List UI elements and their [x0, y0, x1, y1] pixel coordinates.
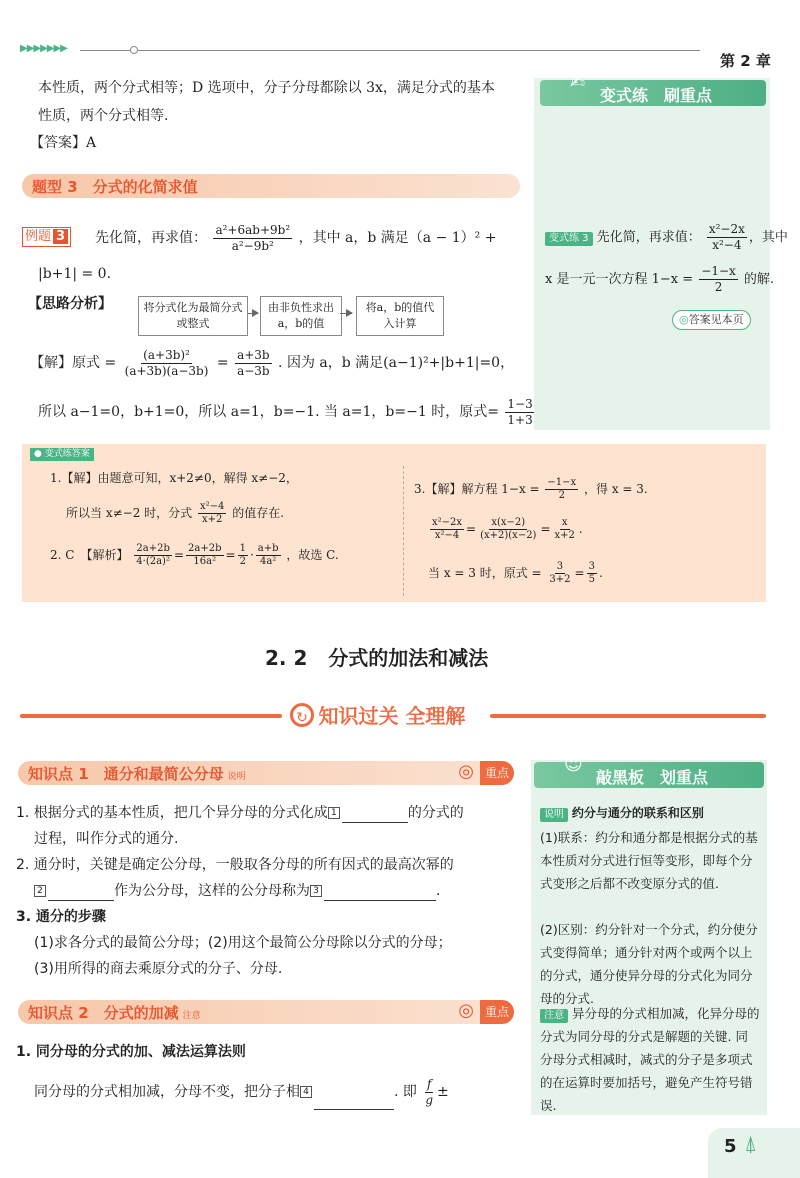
example-frac-num: a²+6ab+9b²: [215, 222, 291, 237]
answer3-frac: [545, 477, 578, 502]
answer3-frac-g3: [553, 517, 577, 542]
kp2-rule-frac: [423, 1077, 435, 1108]
kp1-step2: (3)用所得的商去乘原分式的分子、分母.: [34, 961, 283, 977]
variant-frac-num: x²−2x: [708, 222, 745, 236]
kp1-step1: (1)求各分式的最简公分母；(2)用这个最简公分母除以分式的分母；: [34, 935, 452, 951]
answer1-line2a: 所以当 x≠−2 时，分式: [66, 506, 193, 520]
answer2-f1-num: 2a+2b: [136, 543, 170, 554]
answer3-line2: $\frac{\text{x²−2x}}{\text{x²−4}}$ = $\frac{x(x-2)}{(x+2)(x-2)}$ = $\frac{x}{x+2}$ .: [432, 517, 583, 541]
banner-rule-right: [490, 714, 766, 718]
kp1-badge: 重点: [480, 761, 514, 785]
blackboard-p3: [540, 1002, 760, 1117]
variant-frac-2: [699, 264, 738, 295]
answer2-frac-2: [186, 543, 223, 568]
banner-text: 知识过关 全理解: [318, 704, 466, 728]
analysis-arrow-1: [248, 313, 258, 314]
example-prefix: 先化简，再求值：: [95, 230, 207, 246]
header-dot: [130, 46, 138, 54]
answers-title: [30, 448, 94, 461]
analysis-step-2: 由非负性求出a，b的值: [260, 296, 342, 336]
answer3-g2-den: (x+2)(x−2): [480, 530, 537, 541]
answer3-h1-num: 3: [556, 561, 564, 572]
variant-frac: [707, 222, 747, 253]
answer3-c: 当 x = 3 时，原式 =: [428, 566, 542, 580]
answer3-frac-h2: [587, 561, 597, 586]
section-number: 2. 2: [265, 646, 308, 670]
blackboard-p1: (1)联系：约分和通分都是根据分式的基本性质对分式进行恒等变形，即每个分式变形之后都不改变原分式的值.: [540, 830, 758, 891]
section-heading: [265, 642, 488, 671]
banner: [290, 700, 465, 732]
banner-rule-left: [20, 714, 282, 718]
blank-2-box: 2: [34, 885, 46, 897]
type3-bar: [22, 174, 520, 198]
solution-f2-num: a+3b: [237, 347, 270, 362]
variant-title-text: 变式练 刷重点: [600, 86, 713, 105]
answer2-f3-den: 2: [239, 556, 246, 567]
solution-label: 【解】原式 =: [30, 355, 117, 371]
blackboard-tag2: 注意: [540, 1009, 568, 1023]
answer1-line1: 1.【解】由题意可知，x+2≠0，解得 x≠−2，: [50, 471, 298, 485]
kp2-rule-pm: ±: [437, 1084, 449, 1100]
answer3-h2-num: 3: [588, 561, 595, 572]
answer3-frac-g2: [478, 517, 538, 542]
variant-tag: 变式练 3: [545, 232, 593, 246]
kp1-item3: 3. 通分的步骤: [16, 909, 106, 925]
kp2-title-text: 知识点 2 分式的加减: [28, 1004, 179, 1022]
answer3-g2-num: x(x−2): [491, 517, 526, 528]
answer3-g3-num: x: [561, 517, 568, 528]
kp1-item2-end: .: [436, 883, 441, 899]
kp2-frac-num: f: [426, 1076, 432, 1091]
kp1-item1-a: 1. 根据分式的基本性质，把几个异分母的分式化成: [16, 805, 328, 821]
answer3-h1-den: 3+2: [549, 574, 571, 585]
top-line-1: 本性质，两个分式相等；D 选项中，分子分母都除以 3x，满足分式的基本: [38, 80, 495, 96]
answer1-frac: [198, 501, 226, 526]
solution-frac-1: [123, 348, 211, 379]
variant-person-icon: ✍: [570, 72, 586, 93]
answer2-line: 2. C 【解析】 $\frac{2a+2b}{\text{4·(2a)²}}$ = $\frac{2a+2b}{\text{16a²}}$ = $\frac{1}{2}$ · $\frac{a+b}{\text{4a²}}$ ，故选 C.: [50, 543, 339, 567]
example-label: [22, 227, 71, 247]
answers-title-text: 变式练答案: [44, 449, 90, 459]
answer2-f2-num: 2a+2b: [188, 543, 222, 554]
section-title: 分式的加法和减法: [328, 646, 489, 670]
variant-answer-link-text: 答案见本页: [688, 313, 744, 326]
blank-2[interactable]: [48, 884, 114, 901]
kp2-note: 注意: [182, 1011, 201, 1021]
answers-divider: [403, 466, 405, 596]
kp1-item2-line2: [34, 881, 440, 901]
answer3-frac-h1: [547, 561, 572, 586]
analysis-step-1: 将分式化为最简分式或整式: [138, 296, 248, 336]
variant-frac2-num: −1−x: [701, 264, 736, 278]
compass-icon: ⍋: [744, 1132, 758, 1157]
search-icon: ◎: [679, 313, 689, 326]
blackboard-title: [534, 754, 764, 788]
kp2-badge: 重点: [480, 1000, 514, 1024]
variant-panel: [534, 78, 770, 430]
answer2-f3-num: 1: [239, 543, 246, 554]
variant-text2a: x 是一元一次方程 1−x =: [545, 272, 694, 287]
example-line-2: |b+1| = 0.: [38, 266, 112, 282]
kp1-note: 说明: [227, 772, 246, 782]
variant-frac2-den: 2: [714, 280, 723, 294]
solution-line-1: [30, 345, 514, 381]
variant-text2b: 的解.: [743, 272, 775, 287]
solution-f3-num: 1−3: [507, 396, 533, 411]
answer1-line2b: 的值存在.: [232, 506, 285, 520]
analysis-label: 【思路分析】: [28, 296, 112, 312]
example-line-1: [95, 222, 496, 254]
answer3-b: ，得 x = 3.: [584, 482, 648, 496]
blank-1-box: 1: [328, 807, 340, 819]
kp1-bar: [18, 761, 514, 785]
kp2-frac-den: g: [425, 1092, 434, 1107]
kp1-item1: [16, 803, 464, 823]
variant-text1: 先化简，再求值：: [596, 230, 701, 245]
answer3-h2-den: 5: [588, 574, 595, 585]
answer3-g1-den: x²−4: [434, 530, 460, 541]
analysis-step-3: 将a，b的值代入计算: [356, 296, 444, 336]
solution-f2-den: a−3b: [237, 363, 270, 378]
blackboard-p2: (2)区别：约分针对一个分式，约分使分式变得简单；通分针对两个或两个以上的分式，通分使异分母的分式化为同分母的分式.: [540, 922, 758, 1006]
answer2-f2-den: 16a²: [193, 556, 217, 567]
solution-frac-3: [505, 397, 534, 428]
answer1-frac-num: x²−4: [199, 501, 225, 512]
kp1-item2: 2. 通分时，关键是确定公分母，一般取各分母的所有因式的最高次幂的: [16, 857, 454, 873]
top-line-2: 性质，两个分式相等.: [38, 108, 169, 124]
example-label-text: 例题: [25, 229, 52, 244]
chapter-label: 第 2 章: [720, 52, 771, 70]
kp1-title-text: 知识点 1 通分和最简公分母: [28, 765, 224, 783]
solution-eq: =: [216, 355, 229, 371]
example-number: 3: [53, 229, 68, 244]
variant-frac-den: x²−4: [712, 238, 742, 252]
page-number: 5: [724, 1136, 737, 1157]
header-rule: [80, 50, 700, 51]
kp2-title: [28, 1002, 201, 1023]
kp1-item1-c: 过程，叫作分式的通分.: [34, 831, 179, 847]
variant-line-2: [545, 264, 774, 296]
solution-frac-2: [235, 348, 272, 379]
answer2-frac-3: [238, 543, 248, 568]
blackboard-title-text: 敲黑板 划重点: [596, 768, 709, 787]
answer3-g3-den: x+2: [554, 530, 575, 541]
answer2-frac-4: [256, 543, 281, 568]
refresh-icon: ↻: [290, 703, 314, 727]
answer3-frac-den: 2: [558, 490, 565, 501]
answer3-g1-num: x²−2x: [432, 517, 463, 528]
blank-3-box: 3: [310, 885, 322, 897]
variant-answer-link[interactable]: [672, 310, 751, 330]
example-frac-den: a²−9b²: [231, 238, 274, 253]
blank-1[interactable]: [342, 806, 408, 823]
blank-4[interactable]: [314, 1093, 394, 1110]
variant-line-1: [545, 222, 788, 254]
kp1-item2-b: 作为公分母，这样的公分母称为: [114, 883, 310, 899]
solution-f1-num: (a+3b)²: [143, 347, 190, 362]
answer3-frac-num: −1−x: [547, 477, 577, 488]
answer1-frac-den: x+2: [201, 514, 223, 525]
bulb-icon: ●: [34, 449, 42, 459]
answer2-prefix: 2. C 【解析】: [50, 548, 129, 562]
kp1-item1-b: 的分式的: [407, 805, 464, 821]
analysis-arrow-2: [340, 313, 352, 314]
answer3-prefix: 3.【解】解方程 1−x =: [414, 482, 540, 496]
kp2-bar: [18, 1000, 514, 1024]
answer1-line2: [66, 498, 284, 528]
blank-4-box: 4: [300, 1086, 312, 1098]
kp2-rule-a: 同分母的分式相加减，分母不变，把分子相: [34, 1084, 300, 1100]
answer2-f4-den: 4a²: [259, 556, 277, 567]
kp2-item1: 1. 同分母的分式的加、减法运算法则: [16, 1044, 246, 1060]
answer3-frac-g1: [430, 517, 464, 542]
answer3-line1: [414, 474, 648, 504]
example-fraction: [213, 223, 292, 254]
kp2-rule: [34, 1074, 449, 1110]
answer3-line3: 当 x = 3 时，原式 = $\frac{3}{3+2}$ = $\frac{3}{5}$ .: [428, 561, 603, 585]
solution-line2-text: 所以 a−1=0，b+1=0，所以 a=1，b=−1. 当 a=1，b=−1 时，原式=: [38, 404, 499, 420]
example-suffix: ，其中 a，b 满足（a − 1）² +: [298, 230, 497, 246]
blank-3[interactable]: [324, 884, 436, 901]
solution-f3-den: 1+3: [507, 412, 533, 427]
variant-panel-title: [540, 72, 766, 106]
target-icon: ◎: [458, 761, 474, 782]
solution-mid: . 因为 a，b 满足(a−1)²+|b+1|=0，: [278, 355, 515, 371]
kp1-title: [28, 763, 246, 784]
blackboard-head1: [540, 804, 704, 822]
solution-f1-den: (a+3b)(a−3b): [124, 363, 209, 378]
teacher-icon: ☺: [564, 754, 583, 775]
blackboard-p3-text: 异分母的分式相加减，化异分母的分式为同分母的分式是解题的关键. 同分母分式相减时，减式的分子是多项式的在运算时要加括号，避免产生符号错误.: [540, 1006, 760, 1113]
answer2-f1-den: 4·(2a)²: [136, 556, 170, 567]
solution-line-2: [38, 394, 598, 430]
answer-line: 【答案】A: [30, 135, 97, 151]
type3-title: 题型 3 分式的化简求值: [32, 178, 198, 196]
header-arrows: ▶▶▶▶▶▶▶: [20, 43, 67, 54]
answer2-frac-1: [134, 543, 172, 568]
variant-text1-end: ，其中: [748, 230, 788, 245]
answer2-end: ，故选 C.: [286, 548, 339, 562]
kp2-rule-b: . 即: [394, 1084, 417, 1100]
answer2-f4-num: a+b: [257, 543, 279, 554]
target-icon: ◎: [458, 1000, 474, 1021]
blackboard-head1-text: 约分与通分的联系和区别: [571, 806, 704, 820]
blackboard-tag1: 说明: [540, 808, 568, 822]
